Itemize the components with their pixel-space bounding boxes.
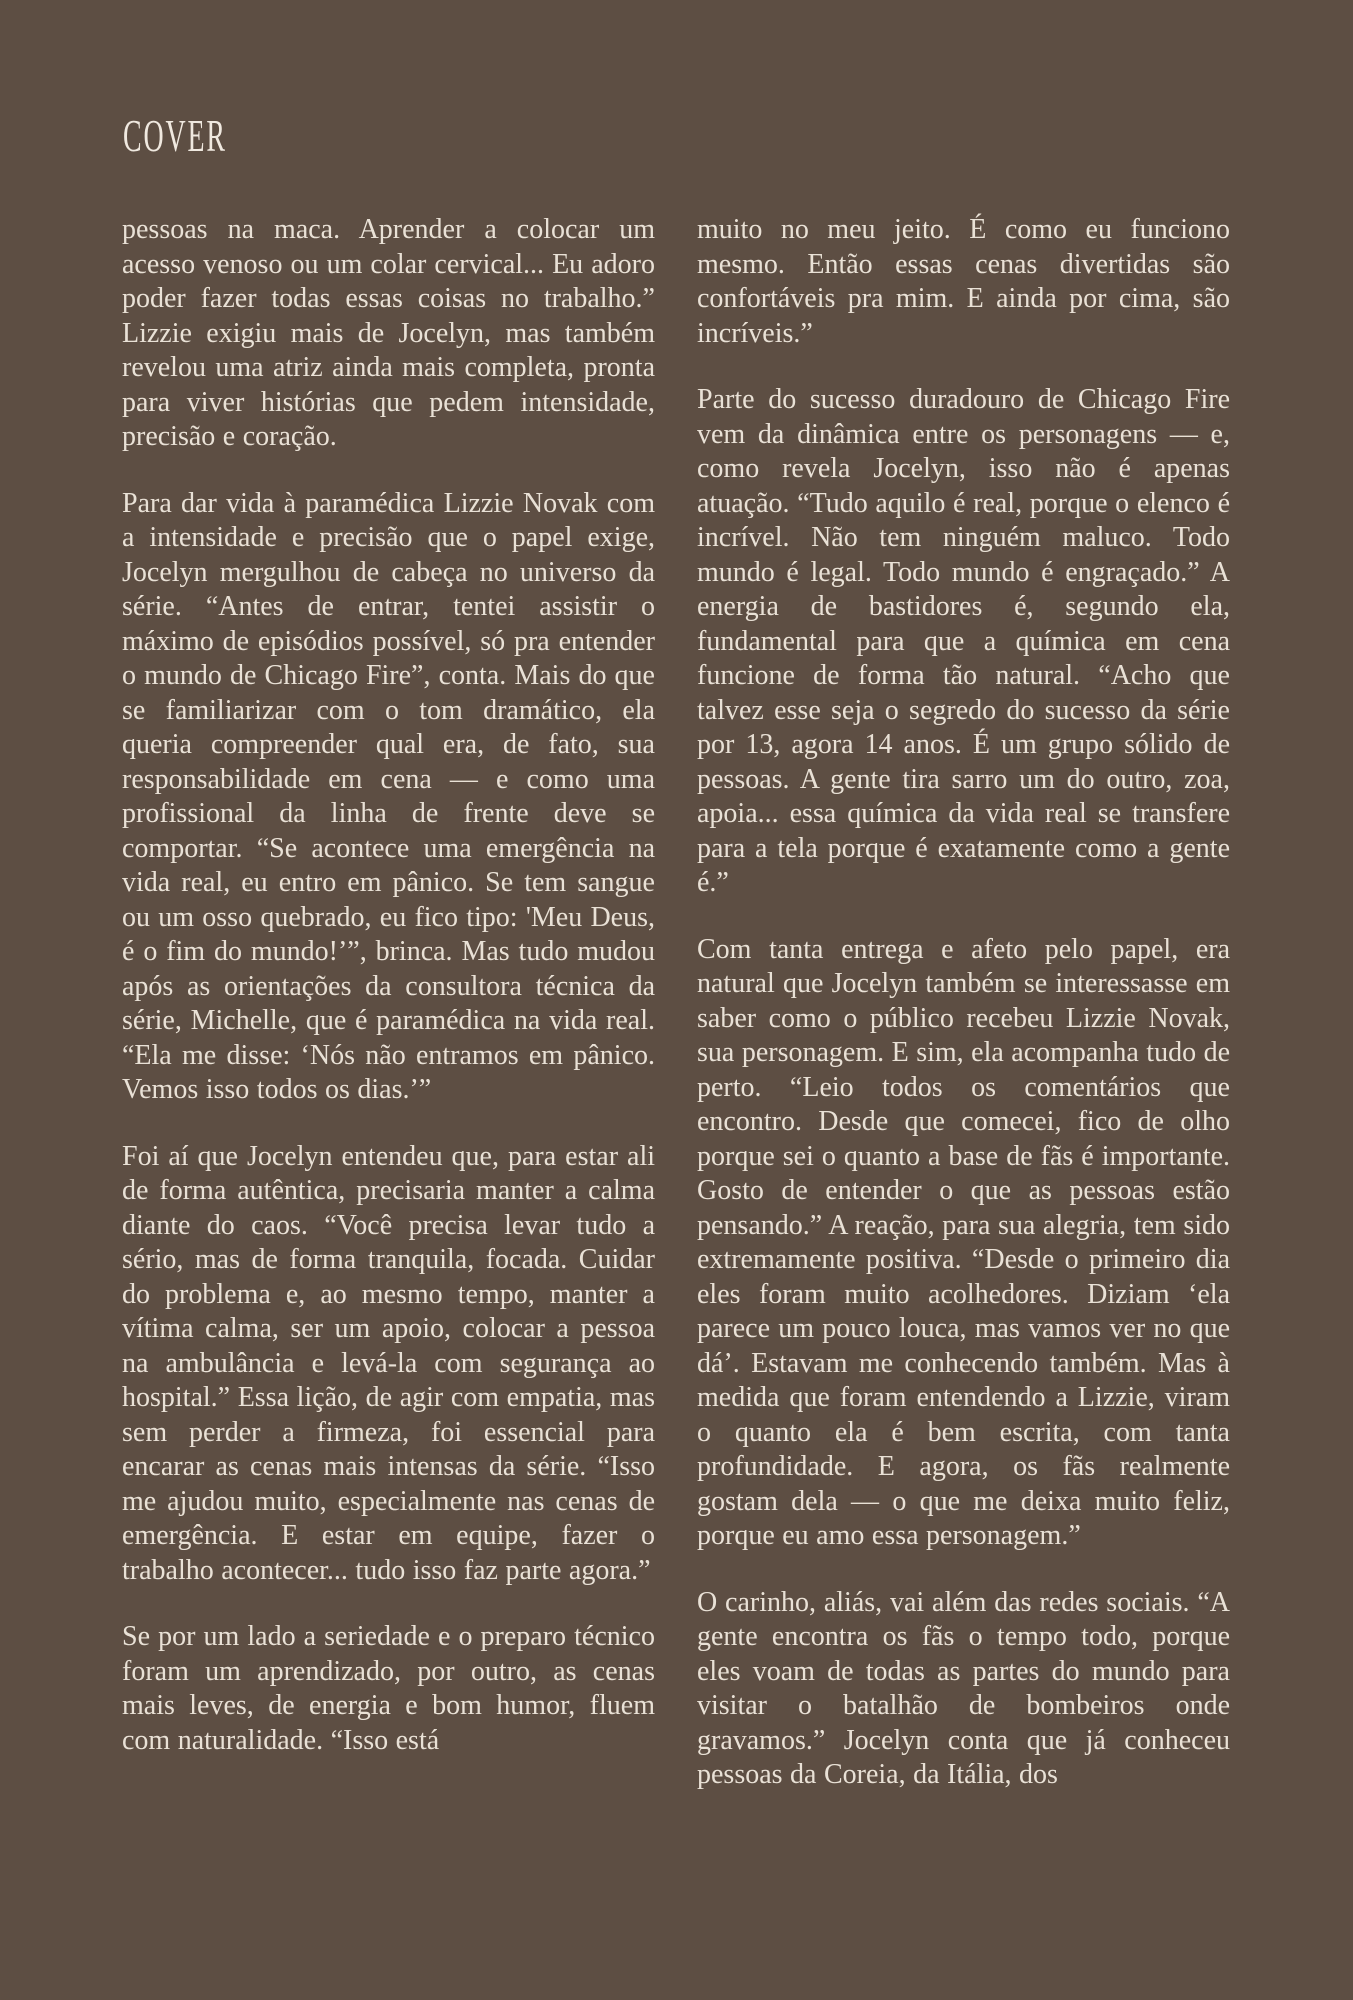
paragraph: Se por um lado a seriedade e o preparo técnico foram um aprendizado, por outro, as cenas mais leves, de energia e bom humor, fluem com naturalidade. “Isso está [122, 1621, 655, 1756]
paragraph: O carinho, aliás, vai além das redes sociais. “A gente encontra os fãs o tempo todo, porque eles voam de todas as partes do mundo para visitar o batalhão de bombeiros onde gravamos.” Jocelyn conta que já conheceu pessoas da Coreia, da Itália, dos [697, 1586, 1230, 1790]
paragraph: Foi aí que Jocelyn entendeu que, para estar ali de forma autêntica, precisaria manter a calma diante do caos. “Você precisa levar tudo a sério, mas de forma tranquila, focada. Cuidar do problema e, ao mesmo tempo, manter a vítima calma, ser um apoio, colocar a pessoa na ambulância e levá-la com segurança ao hospital.” Essa lição, de agir com empatia, mas sem perder a firmeza, foi essencial para encarar as cenas mais intensas da série. “Isso me ajudou muito, especialmente nas cenas de emergência. E estar em equipe, fazer o trabalho acontecer... tudo isso faz parte agora.” [122, 1140, 655, 1586]
article-column-left [122, 213, 655, 1793]
article-body [122, 213, 1230, 1793]
article-column-right [697, 213, 1230, 1793]
paragraph: muito no meu jeito. É como eu funciono mesmo. Então essas cenas divertidas são confortáveis pra mim. E ainda por cima, são incríveis.” [697, 214, 1230, 349]
paragraph: Com tanta entrega e afeto pelo papel, era natural que Jocelyn também se interessasse em saber como o público recebeu Lizzie Novak, sua personagem. E sim, ela acompanha tudo de perto. “Leio todos os comentários que encontro. Desde que comecei, fico de olho porque sei o quanto a base de fãs é importante. Gosto de entender o que as pessoas estão pensando.” A reação, para sua alegria, tem sido extremamente positiva. “Desde o primeiro dia eles foram muito acolhedores. Diziam ‘ela parece um pouco louca, mas vamos ver no que dá’. Estavam me conhecendo também. Mas à medida que foram entendendo a Lizzie, viram o quanto ela é bem escrita, com tanta profundidade. E agora, os fãs realmente gostam dela — o que me deixa muito feliz, porque eu amo essa personagem.” [697, 933, 1230, 1551]
paragraph: Parte do sucesso duradouro de Chicago Fire vem da dinâmica entre os personagens — e, como revela Jocelyn, isso não é apenas atuação. “Tudo aquilo é real, porque o elenco é incrível. Não tem ninguém maluco. Todo mundo é legal. Todo mundo é engraçado.” A energia de bastidores é, segundo ela, fundamental para que a química em cena funcione de forma tão natural. “Acho que talvez esse seja o segredo do sucesso da série por 13, agora 14 anos. É um grupo sólido de pessoas. A gente tira sarro um do outro, zoa, apoia... essa química da vida real se transfere para a tela porque é exatamente como a gente é.” [697, 384, 1230, 898]
page-title: COVER [123, 111, 227, 161]
paragraph: Para dar vida à paramédica Lizzie Novak com a intensidade e precisão que o papel exige, Jocelyn mergulhou de cabeça no universo da série. “Antes de entrar, tentei assistir o máximo de episódios possível, só pra entender o mundo de Chicago Fire”, conta. Mais do que se familiarizar com o tom dramático, ela queria compreender qual era, de fato, sua responsabilidade em cena — e como uma profissional da linha de frente deve se comportar. “Se acontece uma emergência na vida real, eu entro em pânico. Se tem sangue ou um osso quebrado, eu fico tipo: 'Meu Deus, é o fim do mundo!’”, brinca. Mas tudo mudou após as orientações da consultora técnica da série, Michelle, que é paramédica na vida real. “Ela me disse: ‘Nós não entramos em pânico. Vemos isso todos os dias.’” [122, 487, 655, 1105]
paragraph: pessoas na maca. Aprender a colocar um acesso venoso ou um colar cervical... Eu adoro poder fazer todas essas coisas no trabalho.” Lizzie exigiu mais de Jocelyn, mas também revelou uma atriz ainda mais completa, pronta para viver histórias que pedem intensidade, precisão e coração. [122, 214, 655, 452]
